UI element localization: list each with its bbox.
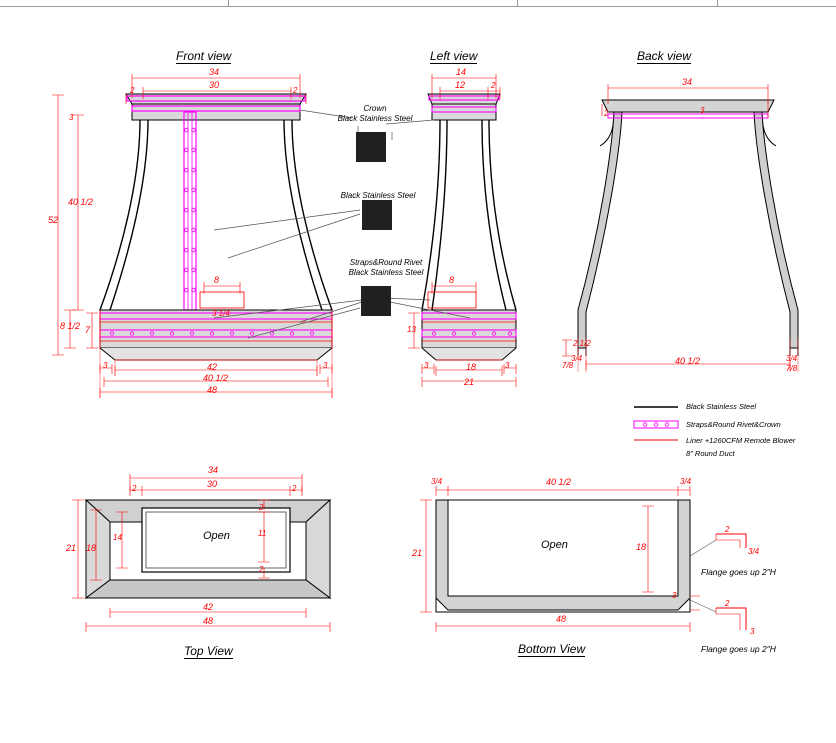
dim-top-overall: 34 [208,465,219,475]
dim-back-leg-left-b: 2 1/2 [573,339,591,348]
material-swatch-straps [361,286,391,316]
dim-left-top-right-margin: 2 [491,81,496,90]
dim-bottom-step: 3 [672,591,677,600]
dim-front-body-height: 40 1/2 [68,197,94,207]
dim-top-inner-offset-bottom: 2 [259,565,264,574]
dim-flange1-b: 3/4 [748,547,760,556]
back-view-geometry [578,100,798,356]
dim-front-top-inner: 30 [209,80,220,90]
dim-front-top-right-margin: 2 [293,86,298,95]
callout-crown-line2: Black Stainless Steel [337,114,413,123]
dim-back-bottom-overall: 40 1/2 [675,356,701,366]
left-view-geometry [422,94,516,360]
top-view-geometry [86,500,330,598]
callout-straps [336,258,436,278]
dim-left-top-overall: 14 [456,67,467,77]
legend-symbols [634,407,678,440]
dim-front-bottom-inner: 42 [207,362,218,372]
dim-front-bottom-overall: 48 [207,385,218,395]
dim-front-apron-height: 7 [85,325,91,335]
callout-leaders [214,110,470,338]
dim-front-top-left-margin: 2 [130,86,135,95]
dim-left-bottom-overall: 21 [464,377,475,387]
bottom-view-title: Bottom View [518,642,586,656]
bottom-view-open-label: Open [541,539,568,551]
bottom-view-geometry [436,500,746,630]
dim-top-right-margin: 2 [292,484,297,493]
dim-top-left-margin: 2 [132,484,137,493]
callout-crown [334,104,416,124]
material-swatch-body [362,200,392,230]
dim-flange1-a: 2 [725,525,730,534]
legend-item-duct: 8" Round Duct [686,449,735,458]
dim-top-bottom-inner: 42 [203,602,214,612]
dim-bottom-depth-outer: 21 [412,548,423,558]
callout-body-line1: Black Stainless Steel [340,191,416,200]
left-view-title: Left view [430,49,478,63]
dim-bottom-overall: 48 [556,614,567,624]
front-view-geometry [100,94,332,360]
dim-bottom-width-inner: 40 1/2 [546,477,572,487]
dim-front-top-overall: 34 [209,67,220,77]
dim-front-overall-height: 52 [48,215,59,225]
dim-front-strap-sub: 3 1/4 [212,309,230,318]
dim-top-inner: 30 [207,479,218,489]
front-view-title: Front view [176,49,232,63]
dim-top-bottom-overall: 48 [203,616,214,626]
top-view-open-label: Open [203,530,230,542]
dim-back-leg-left-a: 3/4 [571,354,583,363]
dim-bottom-depth-inner: 18 [636,542,647,552]
dim-left-apron-height: 13 [407,325,416,334]
dim-back-crown-height: 3 [700,106,705,115]
callout-straps-line2: Black Stainless Steel [348,268,424,277]
material-swatch-crown [356,132,386,162]
dim-left-strap-width: 8 [449,275,455,285]
legend-item-liner: Liner +1260CFM Remote Blower [686,436,796,445]
dim-back-leg-left-c: 7/8 [562,361,574,370]
legend-item-black-stainless: Black Stainless Steel [686,402,757,411]
dim-back-top-left-margin: 2 [604,109,609,118]
dim-back-top-overall: 34 [682,77,693,87]
dim-bottom-right-flange: 3/4 [680,477,692,486]
dim-left-bottom-inner: 18 [466,362,477,372]
dim-top-inner-depth-11: 11 [258,529,267,538]
dim-left-bottom-left-flange: 3 [424,361,429,370]
dim-front-apron-offset: 8 1/2 [60,321,81,331]
dim-flange2-b: 3 [750,627,755,636]
dim-front-strap-width: 8 [214,275,220,285]
dim-front-bottom-mid: 40 1/2 [203,373,229,383]
dim-bottom-left-flange: 3/4 [431,477,443,486]
dim-left-bottom-right-flange: 3 [505,361,510,370]
flange-note-bottom: Flange goes up 2"H [701,644,776,654]
dim-top-depth-outer: 21 [66,543,77,553]
dim-front-crown-height: 3 [69,113,74,122]
dim-left-top-inner: 12 [455,80,466,90]
callout-straps-line1: Straps&Round Rivet [349,258,423,267]
dim-top-inner-depth-14: 14 [113,533,122,542]
dim-top-depth-inner: 18 [86,543,97,553]
dim-front-bottom-left-flange: 3 [103,361,108,370]
flange-note-top: Flange goes up 2"H [701,567,776,577]
top-view-title: Top View [184,644,233,658]
dim-front-bottom-right-flange: 3 [323,361,328,370]
legend-item-straps: Straps&Round Rivet&Crown [686,420,781,429]
back-view-title: Back view [637,49,692,63]
dim-back-leg-right-a: 3/4 [786,354,798,363]
callout-crown-line1: Crown [363,104,387,113]
dim-back-leg-right-b: 7/8 [786,364,798,373]
dim-flange2-a: 2 [725,599,730,608]
dim-top-inner-offset-top: 2 [259,503,264,512]
